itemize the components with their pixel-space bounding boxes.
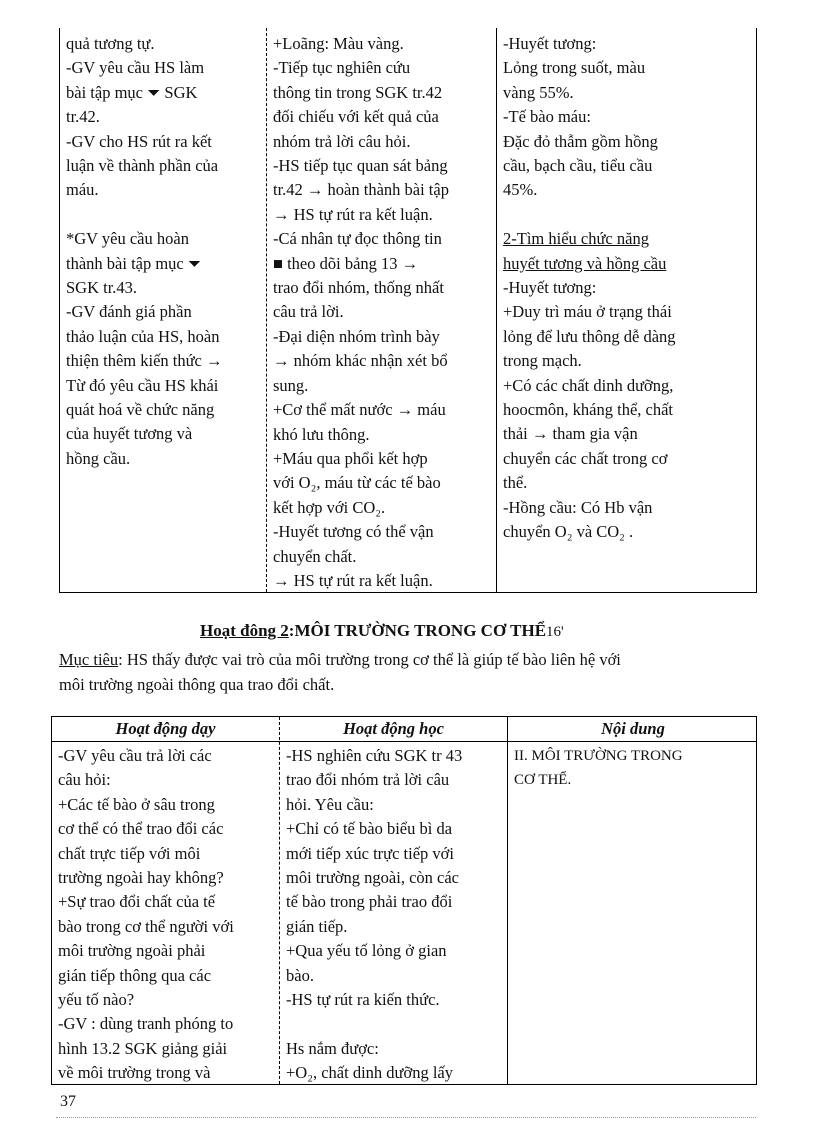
- text-line: Lỏng trong suốt, màu: [503, 58, 646, 78]
- text-line: trao đổi nhóm trả lời câu: [286, 770, 450, 790]
- text-line: Hs nắm được:: [286, 1038, 379, 1058]
- text-line: chuyển chất.: [273, 546, 357, 566]
- text-line: trong mạch.: [503, 351, 582, 371]
- text-line: +Máu qua phổi kết hợp: [273, 448, 428, 468]
- text-line: -GV yêu cầu trả lời các: [58, 746, 212, 765]
- table-blood-composition: [59, 28, 757, 593]
- text-line: môi trường ngoài phải: [58, 941, 206, 961]
- text-line: kết hợp với CO₂.: [273, 497, 386, 517]
- text-line: bào trong cơ thể người với: [58, 916, 234, 936]
- text-line: thiện thêm kiến thức →: [66, 351, 223, 371]
- text-line: hoocmôn, kháng thể, chất: [503, 400, 673, 420]
- text-line: +Sự trao đổi chất của tế: [58, 892, 216, 912]
- text-line: -GV đánh giá phần: [66, 302, 192, 322]
- text-line: 45%.: [503, 180, 538, 200]
- text-line: chất trực tiếp với môi: [58, 843, 201, 863]
- text-line: bài tập mục ⏷ SGK: [66, 82, 198, 102]
- text-line: vàng 55%.: [503, 82, 574, 102]
- content-column: [508, 742, 758, 1084]
- teaching-activity-column: [60, 28, 266, 592]
- text-line: khó lưu thông.: [273, 424, 370, 444]
- section-label: Hoạt đông 2: [200, 621, 289, 640]
- text-line: thảo luận của HS, hoàn: [66, 326, 220, 346]
- text-line: gián tiếp.: [286, 916, 348, 936]
- text-line: +Duy trì máu ở trạng thái: [503, 302, 672, 322]
- text-line: -Đại diện nhóm trình bày: [273, 326, 440, 346]
- text-line: -GV cho HS rút ra kết: [66, 131, 212, 151]
- text-line: +Cơ thể mất nước → máu: [273, 400, 446, 420]
- text-line: -HS tự rút ra kiến thức.: [286, 990, 440, 1010]
- text-line: môi trường ngoài, còn các: [286, 868, 459, 888]
- text-line: tr.42.: [66, 107, 100, 127]
- text-line: trao đổi nhóm, thống nhất: [273, 278, 444, 298]
- text-line: +Loãng: Màu vàng.: [273, 34, 404, 53]
- text-line: +Các tế bào ở sâu trong: [58, 794, 215, 814]
- text-line: -Tế bào máu:: [503, 107, 591, 127]
- text-line: +Chỉ có tế bào biểu bì da: [286, 819, 453, 839]
- objective-label: Mục tiêu: [59, 650, 119, 669]
- content-heading: CƠ THỂ.: [514, 772, 572, 789]
- content-column: [497, 28, 758, 592]
- section-duration: 16': [546, 624, 564, 640]
- objective-text: môi trường ngoài thông qua trao đổi chất.: [59, 675, 335, 694]
- text-line: -GV yêu cầu HS làm: [66, 58, 205, 78]
- text-line: → HS tự rút ra kết luận.: [273, 204, 433, 224]
- content-subheading: huyết tương và hồng cầu: [503, 253, 667, 273]
- text-line: chuyển các chất trong cơ: [503, 448, 668, 468]
- text-line: hỏi. Yêu cầu:: [286, 794, 374, 814]
- text-line: cơ thể có thể trao đổi các: [58, 819, 224, 839]
- text-line: về môi trường trong và: [58, 1063, 211, 1083]
- text-line: → HS tự rút ra kết luận.: [273, 570, 433, 590]
- text-line: thể.: [503, 473, 528, 493]
- text-line: yếu tố nào?: [58, 990, 135, 1010]
- text-line: thải → tham gia vận: [503, 424, 638, 444]
- text-line: tr.42 → hoàn thành bài tập: [273, 180, 449, 200]
- content-subheading: 2-Tìm hiểu chức năng: [503, 229, 649, 249]
- section-title: :MÔI TRƯỜNG TRONG CƠ THỂ: [288, 621, 547, 640]
- section-heading: [200, 621, 564, 641]
- text-line: trường ngoài hay không?: [58, 868, 224, 888]
- text-line: luận về thành phần của: [66, 156, 219, 176]
- text-line: thông tin trong SGK tr.42: [273, 82, 443, 102]
- text-line: máu.: [66, 180, 99, 200]
- text-line: lỏng để lưu thông dễ dàng: [503, 326, 676, 346]
- header-learning: Hoạt động học: [343, 719, 444, 738]
- text-line: hình 13.2 SGK giảng giải: [58, 1038, 228, 1058]
- text-line: -GV : dùng tranh phóng to: [58, 1014, 234, 1034]
- objective-paragraph: [59, 647, 621, 697]
- footer-divider: [56, 1117, 756, 1118]
- text-line: sung.: [273, 375, 309, 395]
- text-line: câu hỏi:: [58, 770, 111, 790]
- text-line: gián tiếp thông qua các: [58, 965, 212, 985]
- table-internal-environment: [51, 716, 757, 1085]
- page-number: 37: [60, 1093, 76, 1110]
- objective-text: : HS thấy được vai trò của môi trường trong cơ thể là giúp tế bào liên hệ với: [118, 650, 621, 669]
- text-line: → nhóm khác nhận xét bổ: [273, 351, 448, 371]
- learning-activity-column: [267, 28, 496, 592]
- text-line: -Tiếp tục nghiên cứu: [273, 58, 411, 78]
- header-content: Nội dung: [601, 719, 665, 738]
- text-line: -Huyết tương:: [503, 34, 597, 53]
- text-line: -HS nghiên cứu SGK tr 43: [286, 746, 463, 765]
- text-line: +Có các chất dinh dưỡng,: [503, 375, 674, 395]
- content-heading: II. MÔI TRƯỜNG TRONG: [514, 748, 683, 764]
- text-line: bào.: [286, 965, 314, 985]
- text-line: SGK tr.43.: [66, 278, 138, 298]
- text-line: tế bào trong phải trao đổi: [286, 892, 453, 912]
- text-line: đối chiếu với kết quả của: [273, 107, 439, 127]
- text-line: cầu, bạch cầu, tiểu cầu: [503, 156, 653, 176]
- text-line: với O₂, máu từ các tế bào: [273, 473, 441, 493]
- text-line: -Hồng cầu: Có Hb vận: [503, 497, 653, 517]
- text-line: Đặc đỏ thẫm gồm hồng: [503, 131, 658, 151]
- text-line: +O₂, chất dinh dưỡng lấy: [286, 1063, 453, 1083]
- text-line: nhóm trả lời câu hỏi.: [273, 131, 411, 151]
- text-line: hồng cầu.: [66, 448, 131, 468]
- text-line: +Qua yếu tố lỏng ở gian: [286, 941, 447, 961]
- teaching-activity-column: [52, 742, 279, 1084]
- text-line: quát hoá về chức năng: [66, 400, 215, 420]
- text-line: -Cá nhân tự đọc thông tin: [273, 229, 442, 249]
- text-line: của huyết tương và: [66, 424, 193, 444]
- text-line: Từ đó yêu cầu HS khái: [66, 375, 219, 395]
- header-teaching: Hoạt động dạy: [115, 719, 216, 738]
- text-line: *GV yêu cầu hoàn: [66, 229, 189, 249]
- text-line: mới tiếp xúc trực tiếp với: [286, 843, 454, 863]
- text-line: -HS tiếp tục quan sát bảng: [273, 156, 448, 176]
- learning-activity-column: [280, 742, 507, 1084]
- text-line: chuyển O₂ và CO₂ .: [503, 522, 634, 542]
- text-line: -Huyết tương:: [503, 278, 597, 298]
- text-line: câu trả lời.: [273, 302, 344, 322]
- text-line: quả tương tự.: [66, 34, 155, 53]
- text-line: -Huyết tương có thể vận: [273, 522, 434, 542]
- text-line: thành bài tập mục ⏷: [66, 253, 202, 273]
- text-line: ■ theo dõi bảng 13 →: [273, 253, 419, 273]
- table-header-row: [52, 717, 756, 742]
